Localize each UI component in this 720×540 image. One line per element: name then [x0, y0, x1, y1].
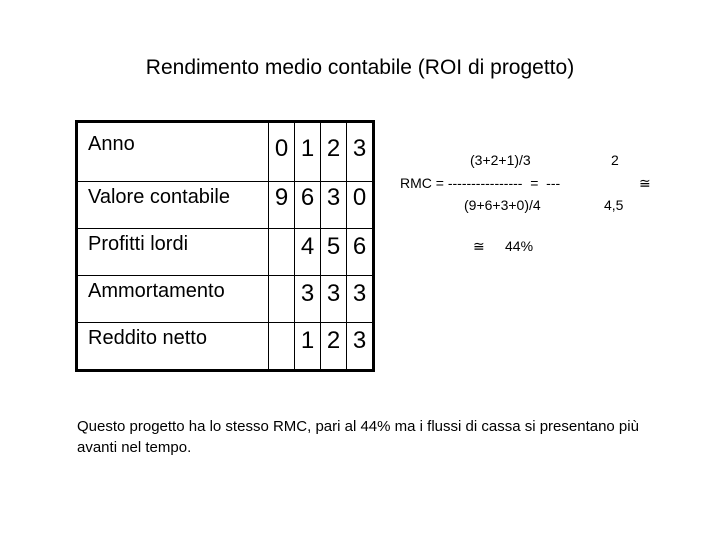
- explanation-note: Questo progetto ha lo stesso RMC, pari al 44% ma i flussi di cassa si presentano più avanti nel tempo.: [77, 418, 639, 456]
- table-row: [77, 182, 374, 229]
- depreciation-table: [75, 120, 375, 372]
- approx-symbol: ≅: [473, 238, 485, 254]
- year-cell: 0: [269, 122, 295, 182]
- formula-fraction-denominator: 4,5: [604, 197, 624, 213]
- table-cell: 2: [321, 323, 347, 371]
- table-cell: 6: [347, 229, 374, 276]
- table-cell: 3: [347, 276, 374, 323]
- table-cell: 5: [321, 229, 347, 276]
- year-cell: 3: [347, 122, 374, 182]
- table-cell: 6: [295, 182, 321, 229]
- year-cell: 1: [295, 122, 321, 182]
- table-cell: 3: [321, 182, 347, 229]
- row-label-gross-profit: Profitti lordi: [77, 229, 269, 276]
- year-cell: 2: [321, 122, 347, 182]
- row-label-depreciation: Ammortamento: [77, 276, 269, 323]
- table-row: [77, 323, 374, 371]
- table-cell: 3: [295, 276, 321, 323]
- slide-title: Rendimento medio contabile (ROI di progetto): [145, 56, 575, 79]
- table-cell: [269, 323, 295, 371]
- table-cell: [269, 229, 295, 276]
- table-cell: 4: [295, 229, 321, 276]
- table-cell: [269, 276, 295, 323]
- approx-symbol: ≅: [639, 175, 651, 191]
- table-row: [77, 229, 374, 276]
- table-cell: 0: [347, 182, 374, 229]
- table-cell: 3: [321, 276, 347, 323]
- table-cell: 9: [269, 182, 295, 229]
- formula-numerator: (3+2+1)/3: [470, 152, 531, 168]
- formula-result: 44%: [505, 238, 534, 254]
- row-label-book-value: Valore contabile: [77, 182, 269, 229]
- formula-fraction-numerator: 2: [611, 152, 619, 168]
- table-row: [77, 276, 374, 323]
- table-cell: 3: [347, 323, 374, 371]
- formula-rmc-line: RMC = ---------------- = ---: [400, 175, 561, 191]
- formula-denominator: (9+6+3+0)/4: [464, 197, 541, 213]
- table-cell: 1: [295, 323, 321, 371]
- row-label-net-income: Reddito netto: [77, 323, 269, 371]
- table-header-row: [77, 122, 374, 182]
- row-label-year: Anno: [77, 122, 269, 182]
